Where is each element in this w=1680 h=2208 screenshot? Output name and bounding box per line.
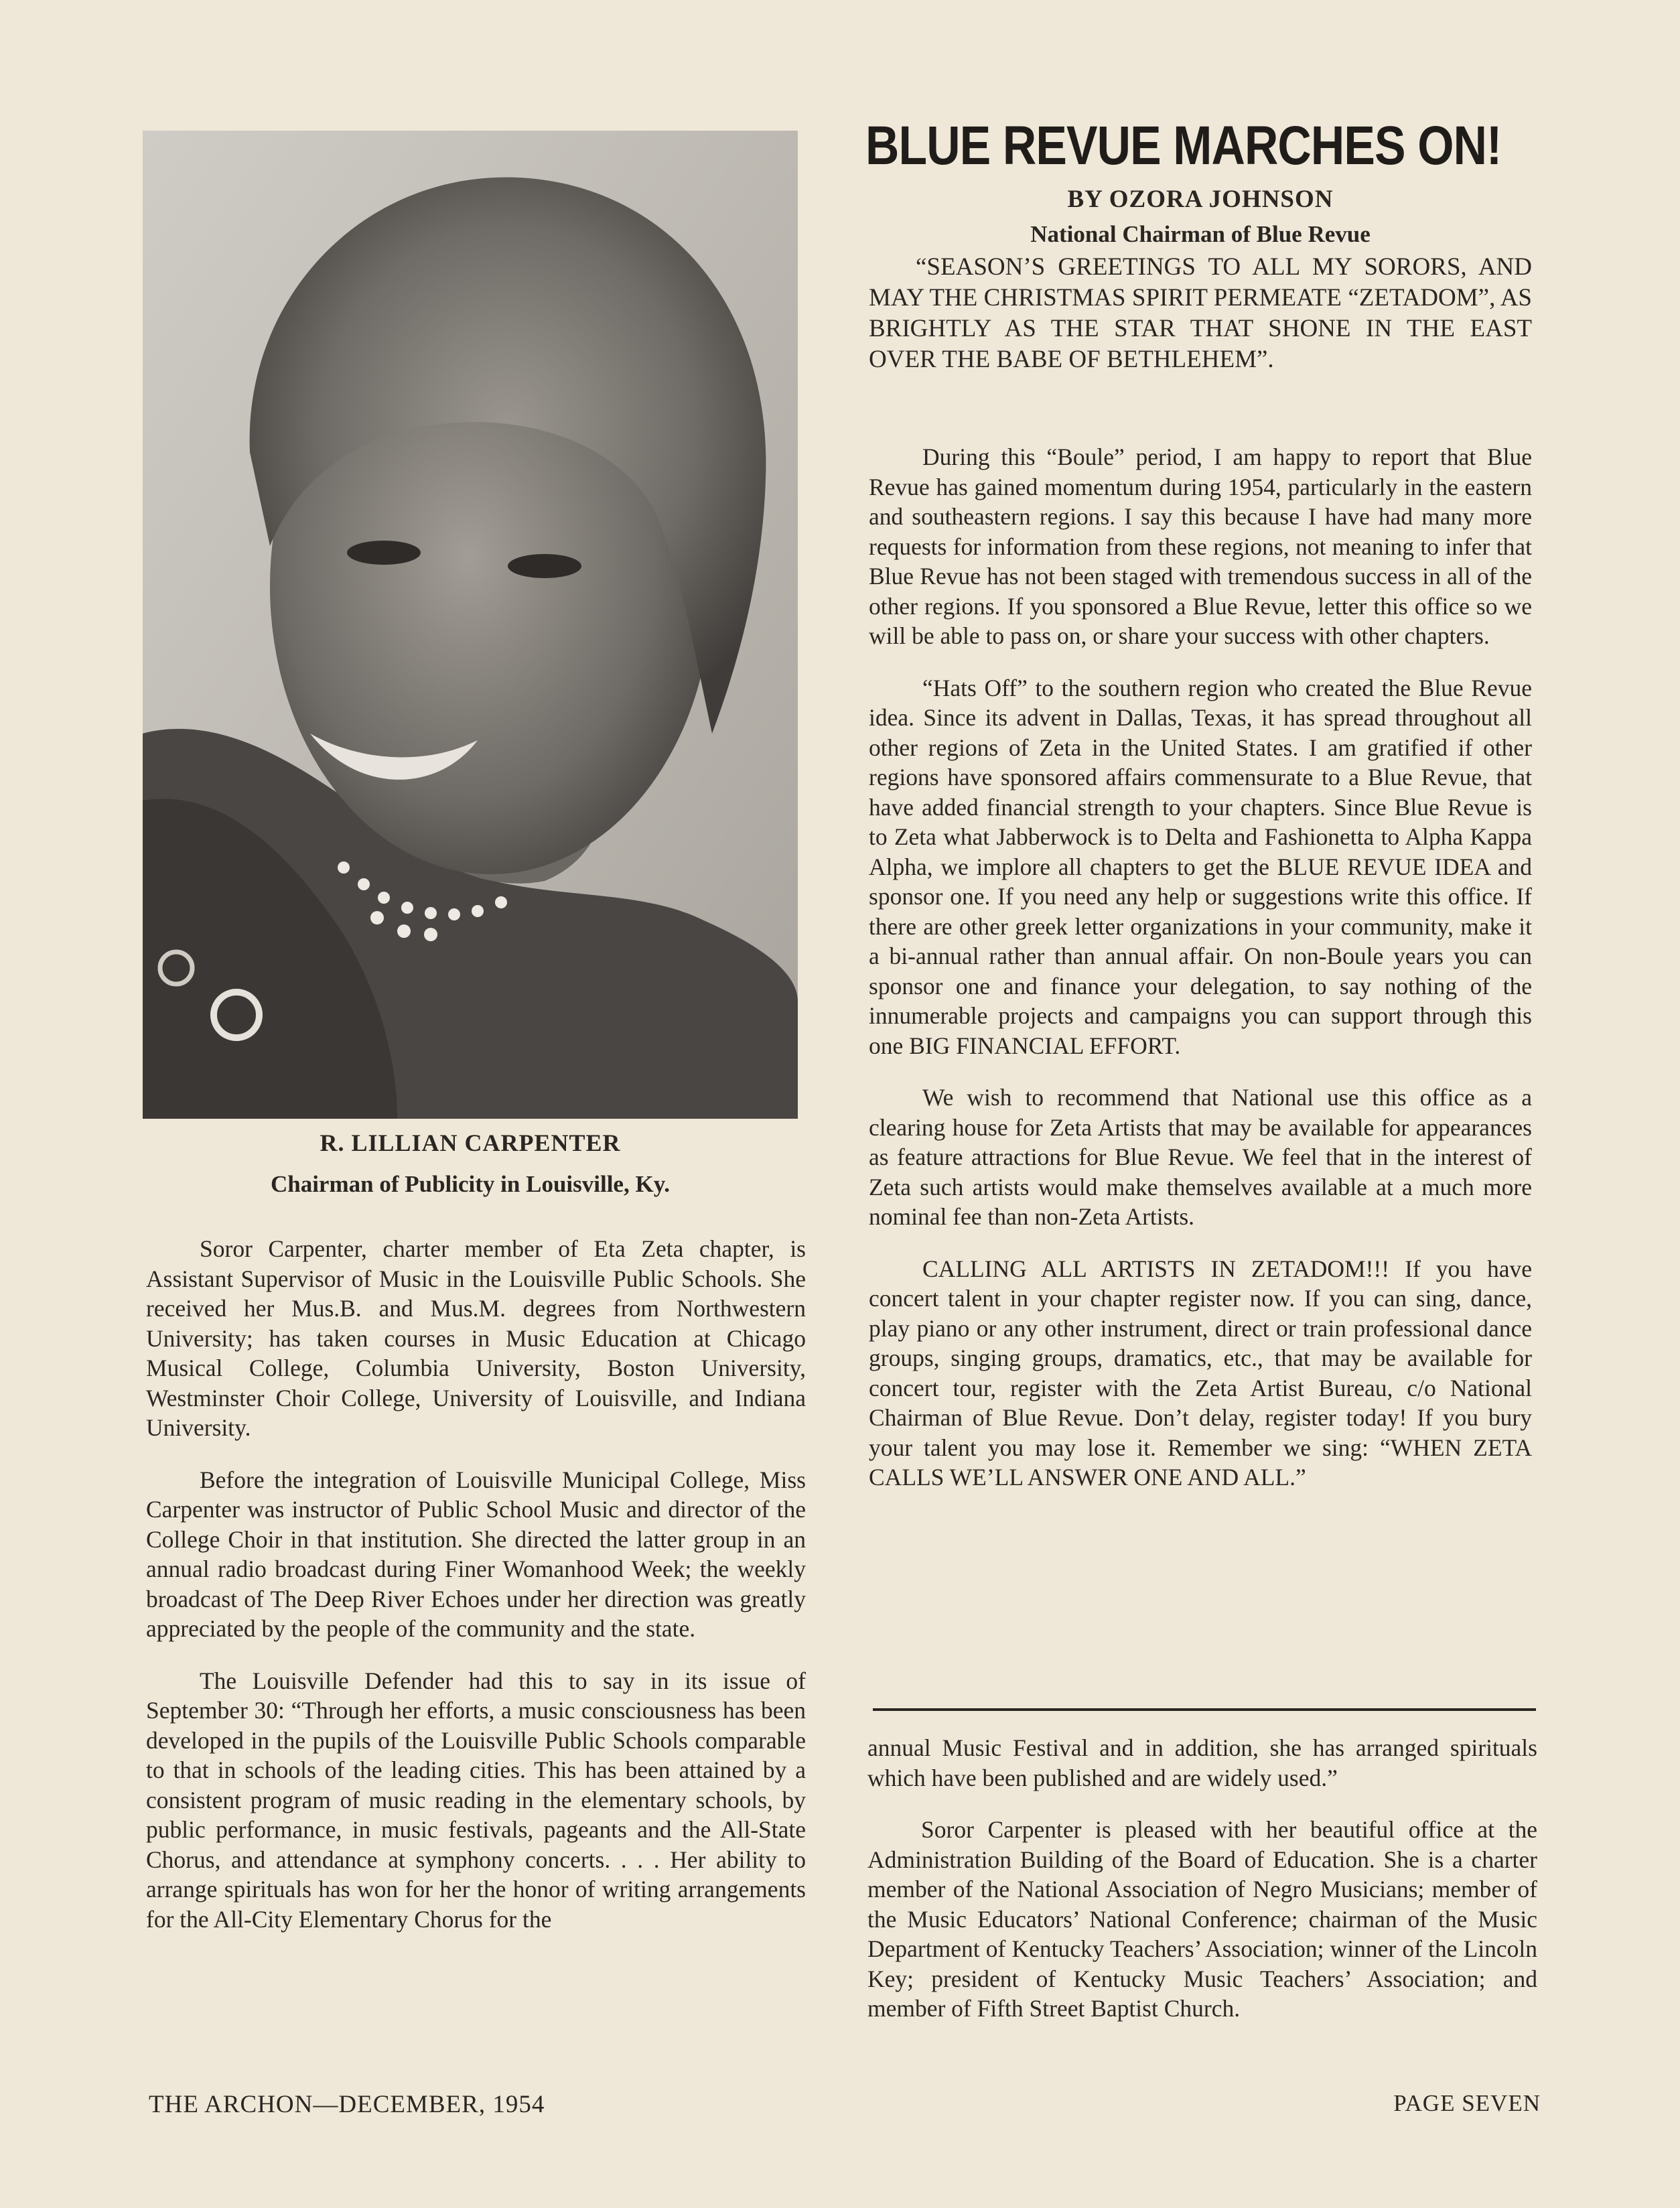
article-greeting: “SEASON’S GREETINGS TO ALL MY SORORS, AND MAY THE CHRISTMAS SPIRIT PERMEATE “ZETADOM”, AS BRIGHTLY AS THE STAR THAT SHONE IN THE EAST OVER THE BABE OF BETHLEHEM”.: [869, 253, 1532, 373]
photo-caption-title: Chairman of Publicity in Louisville, Ky.: [270, 1171, 671, 1197]
left-paragraph-2: Before the integration of Louisville Municipal College, Miss Carpenter was instructor of Public School Music and director of the College Choir in that institution. She directed the latter group in an annual radio broadcast during Finer Womanhood Week; the weekly broadcast of The Deep River Echoes under her direction was greatly appreciated by the people of the community and the state.: [146, 1466, 806, 1642]
left-article-continued: [867, 1733, 1537, 2046]
footer-page-number: PAGE SEVEN: [1393, 2090, 1541, 2116]
continued-paragraph-2: Soror Carpenter is pleased with her beautiful office at the Administration Building of the Board of Education. She is a charter member of the National Association of Negro Musicians; member of the Music Educators’ National Conference; chairman of the Music Department of Kentucky Teachers’ Association; winner of the Lincoln Key; president of Kentucky Music Teachers’ Association; and member of Fifth Street Baptist Church.: [867, 1816, 1537, 2022]
right-article-body: [869, 442, 1532, 1515]
footer-publication: THE ARCHON—DECEMBER, 1954: [149, 2091, 545, 2118]
right-paragraph-2: “Hats Off” to the southern region who created the Blue Revue idea. Since its advent in Dallas, Texas, it has spread throughout all other regions of Zeta in the United States. I am gratified if other regions have sponsored affairs commensurate to a Blue Revue, that have added financial strength to your chapters. Since Blue Revue is to Zeta what Jabberwock is to Delta and Fashionetta to Alpha Kappa Alpha, we implore all chapters to get the BLUE REVUE IDEA and sponsor one. If you need any help or suggestions write this office. If there are other greek letter organizations in your community, make it a bi-annual rather than annual affair. On non-Boule years you can sponsor one and finance your delegation, to say nothing of the innumerable projects and campaigns you can support through this one BIG FINANCIAL EFFORT.: [869, 674, 1532, 1059]
continued-paragraph-1: annual Music Festival and in addition, she has arranged spirituals which have been published and are widely used.”: [867, 1734, 1537, 1791]
portrait-photo: [143, 131, 798, 1119]
photo-caption-name: R. LILLIAN CARPENTER: [320, 1129, 621, 1156]
right-paragraph-3: We wish to recommend that National use this office as a clearing house for Zeta Artists that may be available for appearances as feature attractions for Blue Revue. We feel that in the interest of Zeta such artists would make themselves available at a much more nominal fee than non-Zeta Artists.: [869, 1084, 1532, 1230]
article-headline: BLUE REVUE MARCHES ON!: [865, 115, 1502, 176]
left-paragraph-1: Soror Carpenter, charter member of Eta Zeta chapter, is Assistant Supervisor of Music in the Louisville Public Schools. She received her Mus.B. and Mus.M. degrees from Northwestern University; has taken courses in Music Education at Chicago Musical College, Columbia University, Boston University, Westminster Choir College, University of Louisville, and Indiana University.: [146, 1235, 806, 1441]
article-divider: [873, 1708, 1536, 1711]
article-byline: BY OZORA JOHNSON: [1067, 186, 1334, 213]
portrait-illustration: [143, 131, 798, 1119]
article-byline-title: National Chairman of Blue Revue: [1030, 221, 1371, 247]
right-paragraph-1: During this “Boule” period, I am happy to report that Blue Revue has gained momentum during 1954, particularly in the eastern and southeastern regions. I say this because I have had many more requests for information from these regions, not meaning to infer that Blue Revue has not been staged with tremendous success in all of the other regions. If you sponsored a Blue Revue, letter this office so we will be able to pass on, or share your success with other chapters.: [869, 443, 1532, 649]
left-article-body: [146, 1234, 806, 1956]
right-paragraph-4: CALLING ALL ARTISTS IN ZETADOM!!! If you have concert talent in your chapter register now. If you can sing, dance, play piano or any other instrument, direct or train professional dance groups, singing groups, dramatics, etc., that may be available for concert tour, register with the Zeta Artist Bureau, c/o National Chairman of Blue Revue. Don’t delay, register today! If you bury your talent you may lose it. Remember we sing: “WHEN ZETA CALLS WE’LL ANSWER ONE AND ALL.”: [869, 1255, 1532, 1491]
left-paragraph-3: The Louisville Defender had this to say in its issue of September 30: “Through her efforts, a music consciousness has been developed in the pupils of the Louisville Public Schools comparable to that in schools of the leading cities. This has been attained by a consistent program of music reading in the elementary schools, by public performance, in music festivals, pageants and the All-State Chorus, and attendance at symphony concerts. . . . Her ability to arrange spirituals has won for her the honor of writing arrangements for the All-City Elementary Chorus for the: [146, 1667, 806, 1933]
